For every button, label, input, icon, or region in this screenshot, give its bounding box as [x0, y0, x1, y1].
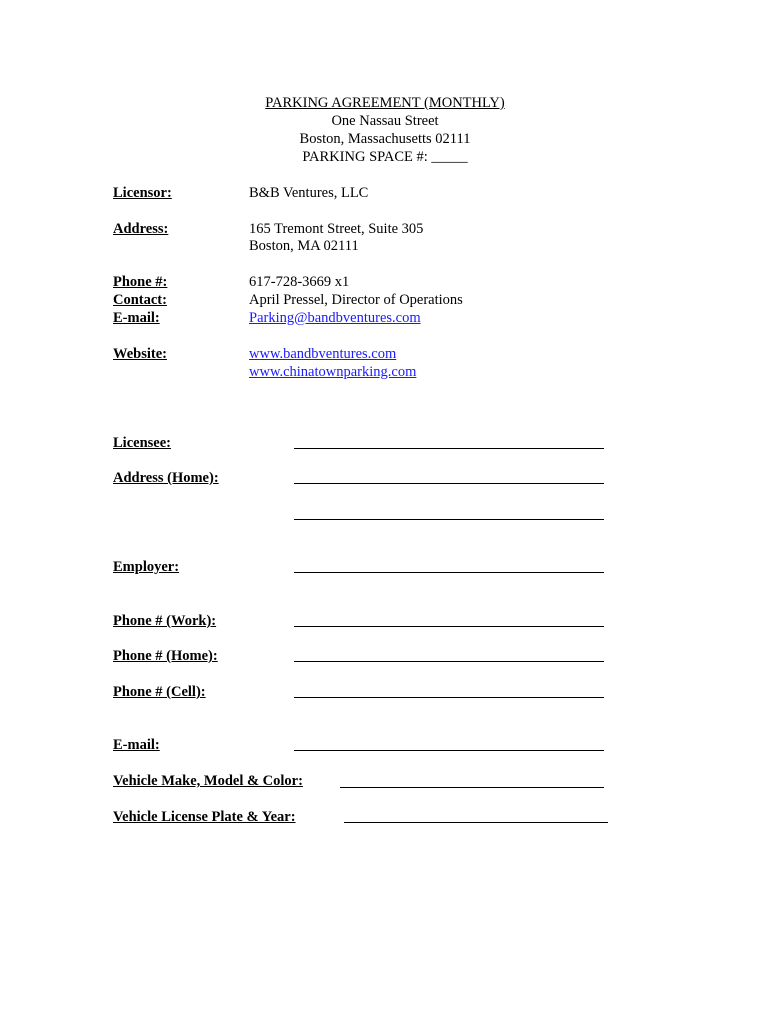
employer-label: Employer: [113, 559, 180, 575]
address-line2: Boston, MA 02111 [249, 238, 359, 254]
address-line1: 165 Tremont Street, Suite 305 [249, 221, 424, 237]
licensor-value: B&B Ventures, LLC [249, 185, 369, 201]
contact-label: Contact: [113, 292, 167, 308]
phone-work-label: Phone # (Work): [113, 613, 217, 629]
plate-line[interactable] [344, 822, 608, 823]
licensor-label: Licensor: [113, 185, 172, 201]
home-address-label: Address (Home): [113, 470, 219, 486]
email-label: E-mail: [113, 310, 160, 326]
licensee-line[interactable] [294, 448, 604, 449]
phone-cell-label: Phone # (Cell): [113, 684, 206, 700]
vehicle-label: Vehicle Make, Model & Color: [113, 773, 303, 789]
document-title: PARKING AGREEMENT (MONTHLY) [265, 95, 505, 111]
phone-cell-line[interactable] [294, 697, 604, 698]
website-link-chinatownparking[interactable]: www.chinatownparking.com [249, 364, 417, 380]
licensee-label: Licensee: [113, 435, 171, 451]
phone-value: 617-728-3669 x1 [249, 274, 350, 290]
website-link-bandbventures[interactable]: www.bandbventures.com [249, 346, 397, 362]
website-label: Website: [113, 346, 167, 362]
phone-work-line[interactable] [294, 626, 604, 627]
licensee-email-label: E-mail: [113, 737, 160, 753]
address-label: Address: [113, 221, 169, 237]
contact-value: April Pressel, Director of Operations [249, 292, 463, 308]
header-city: Boston, Massachusetts 02111 [299, 131, 471, 147]
vehicle-line[interactable] [340, 787, 604, 788]
phone-label: Phone #: [113, 274, 168, 290]
plate-label: Vehicle License Plate & Year: [113, 809, 296, 825]
phone-home-label: Phone # (Home): [113, 648, 218, 664]
email-link[interactable]: Parking@bandbventures.com [249, 310, 421, 326]
employer-line[interactable] [294, 572, 604, 573]
home-address-line-1[interactable] [294, 483, 604, 484]
home-address-line-2[interactable] [294, 519, 604, 520]
phone-home-line[interactable] [294, 661, 604, 662]
licensee-email-line[interactable] [294, 750, 604, 751]
header-parking-space: PARKING SPACE #: _____ [302, 149, 468, 165]
header-street: One Nassau Street [331, 113, 439, 129]
